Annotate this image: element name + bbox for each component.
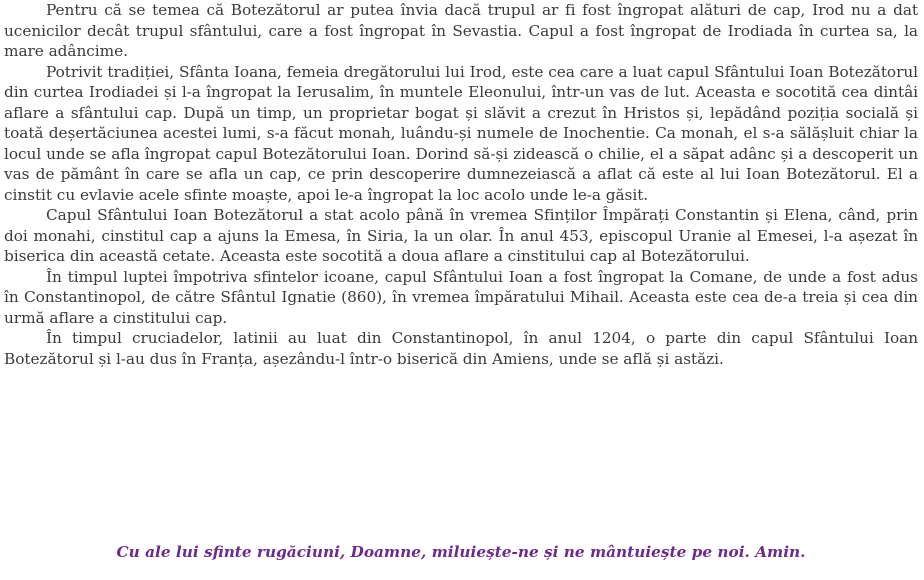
paragraph-2: Potrivit tradiției, Sfânta Ioana, femeia dregătorului lui Irod, este cea care a luat capul Sfântului Ioan Botezătorul din curtea Irodiadei și l-a îngropat la Ierusalim, în muntele Eleonului, într-un vas de lut. Aceasta e socotită cea dintâi aflare a sfântului cap. După un timp, un proprietar bogat și slăvit a crezut în Hristos și, lepădând poziția socială și toată deșertăciunea acestei lumi, s-a făcut monah, luându-și numele de Inochentie. Ca monah, el s-a sălășluit chiar la locul unde se afla îngropat capul Botezătorului Ioan. Dorind să-și zidească o chilie, el a săpat adânc și a descoperit un vas de pământ în care se afla un cap, ce prin descoperire dumnezeiască a aflat că este al lui Ioan Botezătorul. El a cinstit cu evlavie acele sfinte moaște, apoi le-a îngropat la loc acolo unde le-a găsit. [4,62,918,204]
closing-prayer: Cu ale lui sfinte rugăciuni, Doamne, miluiește-ne și ne mântuiește pe noi. Amin. [116,543,806,561]
paragraph-1: Pentru că se temea că Botezătorul ar putea învia dacă trupul ar fi fost îngropat alături de cap, Irod nu a dat ucenicilor decât trupul sfântului, care a fost îngropat în Sevastia. Capul a fost îngropat de Irodiada în curtea sa, la mare adâncime. [4,1,918,60]
body-text [4,0,918,369]
paragraph-3: Capul Sfântului Ioan Botezătorul a stat acolo până în vremea Sfinților Împărați Constantin și Elena, când, prin doi monahi, cinstitul cap a ajuns la Emesa, în Siria, la un olar. În anul 453, episcopul Uranie al Emesei, l-a așezat în biserica din această cetate. Aceasta este socotită a doua aflare a cinstitului cap al Botezătorului. [4,206,918,265]
paragraph-4: În timpul luptei împotriva sfintelor icoane, capul Sfântului Ioan a fost îngropat la Comane, de unde a fost adus în Constantinopol, de către Sfântul Ignatie (860), în vremea împăratului Mihail. Aceasta este cea de-a treia și cea din urmă aflare a cinstitului cap. [4,267,918,327]
paragraph-5: În timpul cruciadelor, latinii au luat din Constantinopol, în anul 1204, o parte din capul Sfântului Ioan Botezătorul și l-au dus în Franța, așezându-l într-o biserică din Amiens, unde se află și astăzi. [4,329,918,368]
document-page [4,0,918,580]
